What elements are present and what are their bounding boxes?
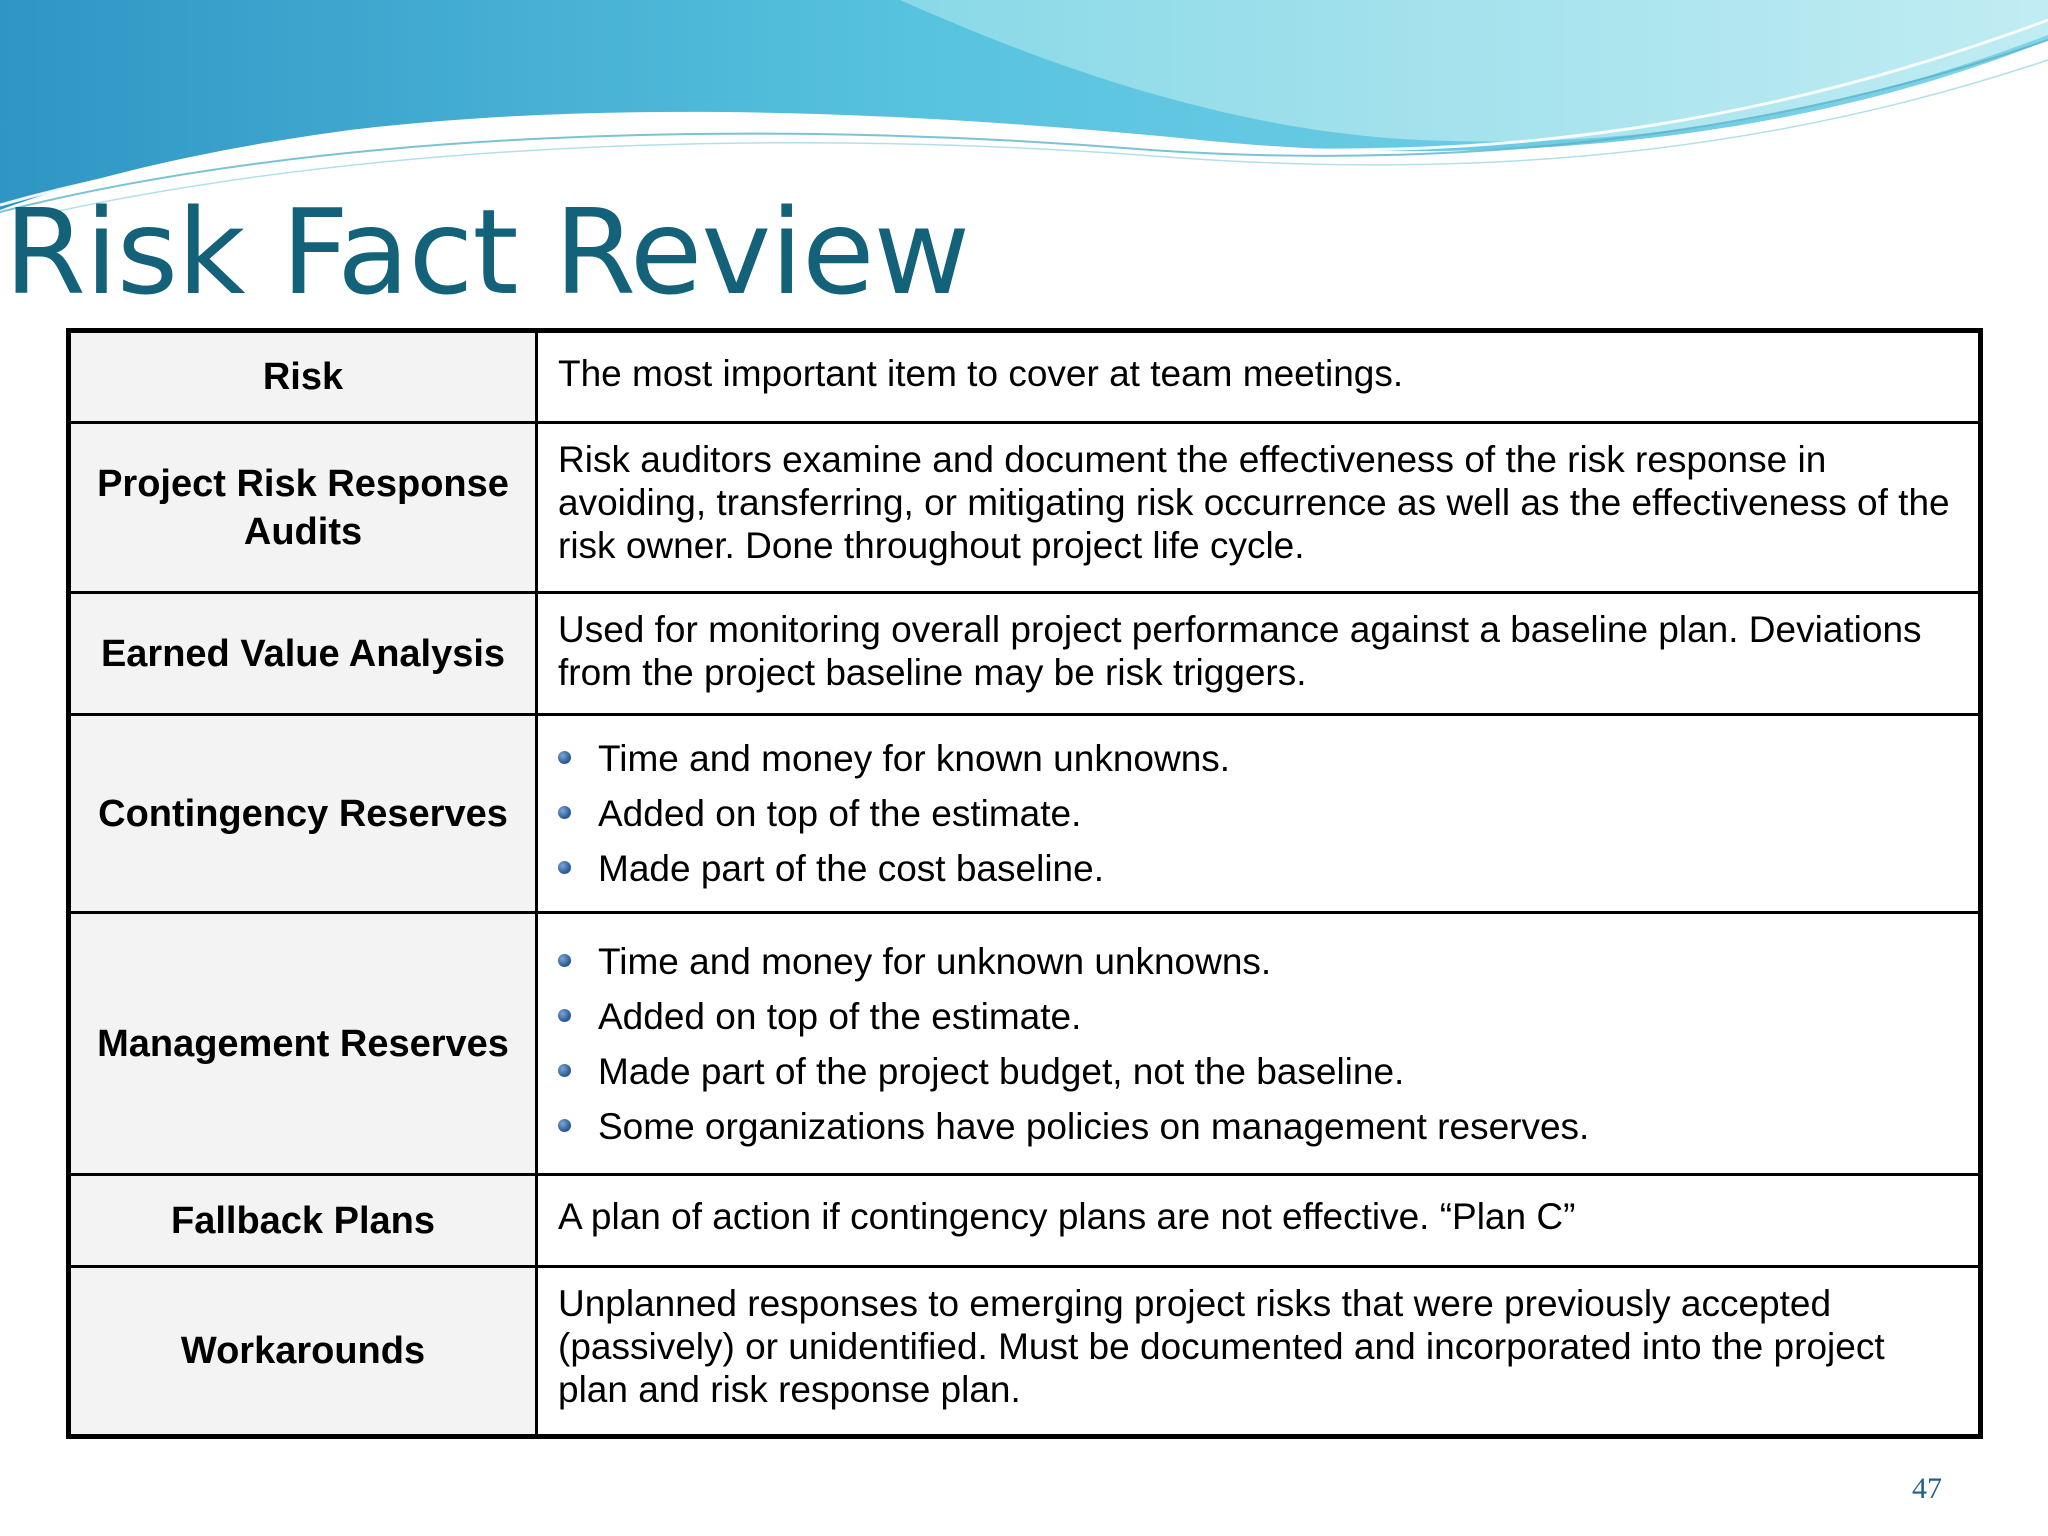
bullet-text: Made part of the project budget, not the baseline. [598,1050,1405,1092]
bullet-text: Time and money for unknown unknowns. [598,940,1272,982]
description-text: Used for monitoring overall project performance against a baseline plan. Deviations from the project baseline may be risk triggers. [558,609,1922,693]
description-text: The most important item to cover at team meetings. [558,352,1404,394]
description-cell [537,423,1981,593]
bullet-list [558,731,1958,896]
table-row [69,913,1981,1175]
description-text: Unplanned responses to emerging project risks that were previously accepted (passively) or unidentified. Must be documented and incorporated into the project plan and risk response plan. [558,1283,1885,1410]
term-cell: Project Risk Response Audits [69,423,537,593]
table-row [69,331,1981,423]
term-cell: Contingency Reserves [69,715,537,913]
table-row [69,715,1981,913]
list-item [558,786,1958,841]
description-cell [537,715,1981,913]
list-item [558,841,1958,896]
table-row [69,593,1981,715]
term-cell: Workarounds [69,1267,537,1437]
list-item [558,1044,1958,1099]
bullet-icon [558,1064,571,1077]
table-row [69,1175,1981,1267]
description-cell [537,1175,1981,1267]
list-item [558,989,1958,1044]
bullet-text: Made part of the cost baseline. [598,848,1104,889]
description-text: Risk auditors examine and document the effectiveness of the risk response in avoiding, transferring, or mitigating risk occurrence as well as the effectiveness of the risk owner. Done throughout project life cycle. [558,439,1950,566]
bullet-icon [558,1009,571,1022]
bullet-icon [558,806,571,819]
bullet-text: Added on top of the estimate. [598,793,1082,834]
description-cell [537,913,1981,1175]
bullet-icon [558,861,571,874]
risk-facts-table [66,328,1983,1439]
bullet-icon [558,751,571,764]
page-number: 47 [1912,1472,1942,1505]
bullet-text: Some organizations have policies on management reserves. [598,1105,1590,1147]
bullet-icon [558,954,571,967]
term-cell: Earned Value Analysis [69,593,537,715]
term-cell: Fallback Plans [69,1175,537,1267]
term-cell: Management Reserves [69,913,537,1175]
list-item [558,731,1958,786]
list-item [558,934,1958,989]
table-row [69,1267,1981,1437]
bullet-text: Added on top of the estimate. [598,995,1082,1037]
table-row [69,423,1981,593]
description-cell [537,1267,1981,1437]
list-item [558,1099,1958,1154]
bullet-icon [558,1119,571,1132]
bullet-text: Time and money for known unknowns. [598,738,1231,779]
slide-title: Risk Fact Review [4,183,970,321]
description-cell [537,331,1981,423]
term-cell: Risk [69,331,537,423]
description-cell [537,593,1981,715]
bullet-list [558,934,1958,1154]
description-text: A plan of action if contingency plans are not effective. “Plan C” [558,1196,1576,1237]
